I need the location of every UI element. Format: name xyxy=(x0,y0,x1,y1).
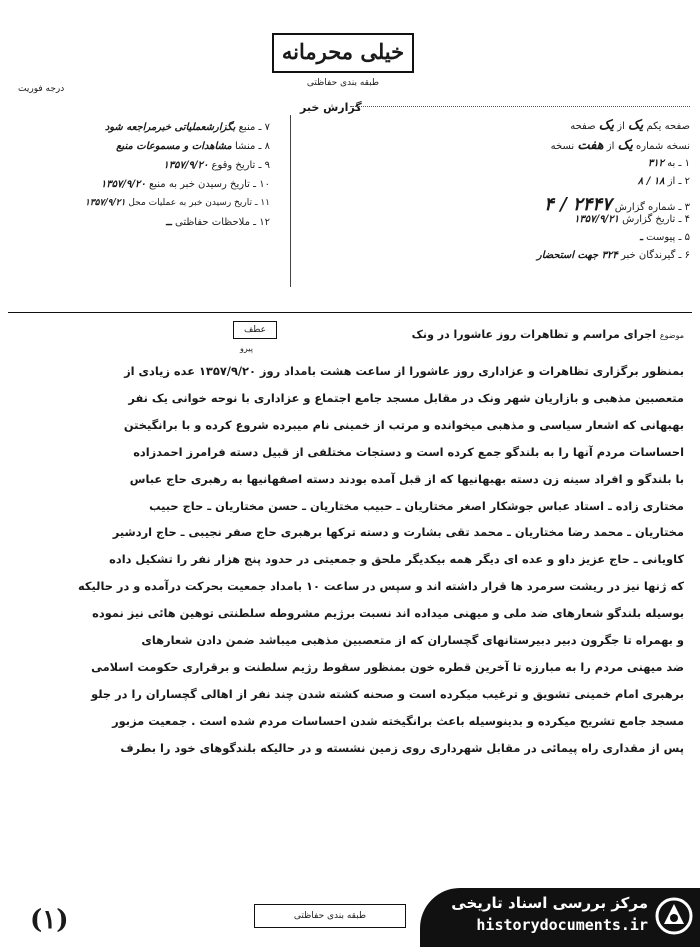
field-source: ۷ ـ منبع بگزارشعملیاتی خبرمراجعه شود xyxy=(104,122,270,133)
field-news-to-ops-date: ۱۱ ـ تاریخ رسیدن خبر به عملیات محل ۱۳۵۷/۹/۲۱ xyxy=(85,198,270,208)
priority-label: درجه فوریت xyxy=(18,84,65,94)
archive-watermark xyxy=(420,888,700,947)
column-divider xyxy=(290,115,291,287)
reference-box: عطف xyxy=(233,321,277,339)
header-rule xyxy=(8,312,692,313)
page-count: صفحه یکم یک از یک صفحه xyxy=(570,118,690,133)
body-line: برهبری امام خمینی تشویق و ترغیب میکرده است و صحنه کشته شدن چند نفر از اهالی گچساران را در جلو xyxy=(91,686,684,701)
watermark-name: مرکز بررسی اسناد تاریخی xyxy=(451,894,648,912)
body-line: که ژنها نیز در ریشت سرمرد ها قرار داشته اند و سپس در ساعت ۱۰ بامداد جمعیت بحرکت درآمده و در حالیکه xyxy=(78,579,684,594)
body-line: بوسیله بلندگو شعارهای ضد ملی و میهنی میداده اند نسبت برژیم مشروطه سلطنتی توهین هائی نیز نموده xyxy=(92,606,684,621)
body-line: بهبهانی که اشعار سیاسی و مذهبی میخوانده و مرتب از خمینی نام میبرده شروع کرده و با برانگیختن xyxy=(123,417,684,432)
watermark-url: historydocuments.ir xyxy=(476,916,648,934)
field-report-number: ۳ ـ شماره گزارش ۲۴۴۷ / ۴ xyxy=(544,194,690,215)
subject-line: موضوع اجرای مراسم و تظاهرات روز عاشورا در ونک xyxy=(411,328,684,341)
field-from: ۲ ـ از ۱۸ / ۸ xyxy=(637,176,690,187)
body-line: با بلندگو و افراد سینه زن دسته بهبهانیها که از قبل آمده بودند دسته اصفهانیها به رهبری حاج عباس xyxy=(129,471,684,486)
archive-logo-icon xyxy=(654,896,694,936)
title-dots xyxy=(350,106,690,107)
field-to: ۱ ـ به ۳۱۲ xyxy=(647,158,690,169)
field-report-date: ۴ ـ تاریخ گزارش ۱۳۵۷/۹/۲۱ xyxy=(574,214,690,225)
page-number: (۱) xyxy=(30,905,69,935)
body-line: پس از مقداری راه پیمائی در مقابل شهرداری روی زمین نشسته و در حالیکه بلندگوهای خود را بطرف xyxy=(120,740,684,755)
report-title: گزارش خبر xyxy=(300,101,362,114)
body-line: بمنظور برگزاری تظاهرات و عزاداری روز عاشورا از ساعت هشت بامداد روز ۱۳۵۷/۹/۲۰ عده زیادی از xyxy=(124,364,684,378)
body-line: مسجد جامع تشریح میکرده و بدینوسیله باعث برانگیخته شدن احساسات مردم شده است . جمعیت مزبور xyxy=(112,713,684,728)
left-fields xyxy=(8,122,270,236)
footer-classification: طبقه بندی حفاظتی xyxy=(254,904,406,928)
body-line: مختاریان ـ محمد رضا مختاریان ـ محمد تقی بشارت و دسته ترکها برهبری حاج صفر نجیبی ـ حاج اردشیر xyxy=(112,525,684,540)
body-line: احساسات مردم آنها را به بلندگو جمع کرده است و دستجات مختلفی از قبیل دسته فرامرز احمدزاده xyxy=(133,444,684,459)
right-fields xyxy=(380,118,690,268)
copy-number: نسخه شماره یک از هفت نسخه xyxy=(550,138,690,153)
body-line: کاویانی ـ حاج عزیز داو و عده ای دیگر همه بیکدیگر ملحق و جمعیتی در حدود پنج هزار نفر را تشکیل داده xyxy=(109,552,684,567)
field-security-notes: ۱۲ ـ ملاحظات حفاظتی ــ xyxy=(165,217,270,228)
body-line: متعصبین مذهبی و بازاریان شهر ونک در مقابل مسجد جامع اجتماع و عزاداری با نوحه خوانی یک نفر xyxy=(128,390,684,405)
field-event-date: ۹ ـ تاریخ وقوع ۱۳۵۷/۹/۲۰ xyxy=(163,160,270,171)
body-line: و بهمراه تا جگرون دبیر دبیرستانهای گچساران که از متعصبین مذهبی میباشد ضمن دادن شعارهای xyxy=(141,633,684,648)
body-line: ضد میهنی مردم را به مبارزه تا آخرین قطره خون بمنظور سقوط رژیم سلطنت و برقراری حکومت اسلامی xyxy=(91,659,684,674)
follow-up-label: پیرو xyxy=(240,344,253,353)
report-body xyxy=(12,358,684,762)
classification-stamp: خیلی محرمانه xyxy=(272,33,414,73)
body-line: مختاری زاده ـ استاد عباس جوشکار اصغر مختاریان ـ حبیب مختاریان ـ حسن مختاریان ـ حاج حبیب xyxy=(149,498,684,513)
field-news-to-source-date: ۱۰ ـ تاریخ رسیدن خبر به منبع ۱۳۵۷/۹/۲۰ xyxy=(100,179,270,190)
field-recipients: ۶ ـ گیرندگان خبر ۳۲۴ جهت استحضار xyxy=(536,250,690,261)
field-attachment: ۵ ـ پیوست ـ xyxy=(640,232,690,243)
classification-label: طبقه بندی حفاظتی xyxy=(306,78,380,88)
field-origin: ۸ ـ منشا مشاهدات و مسموعات منبع xyxy=(116,141,270,152)
